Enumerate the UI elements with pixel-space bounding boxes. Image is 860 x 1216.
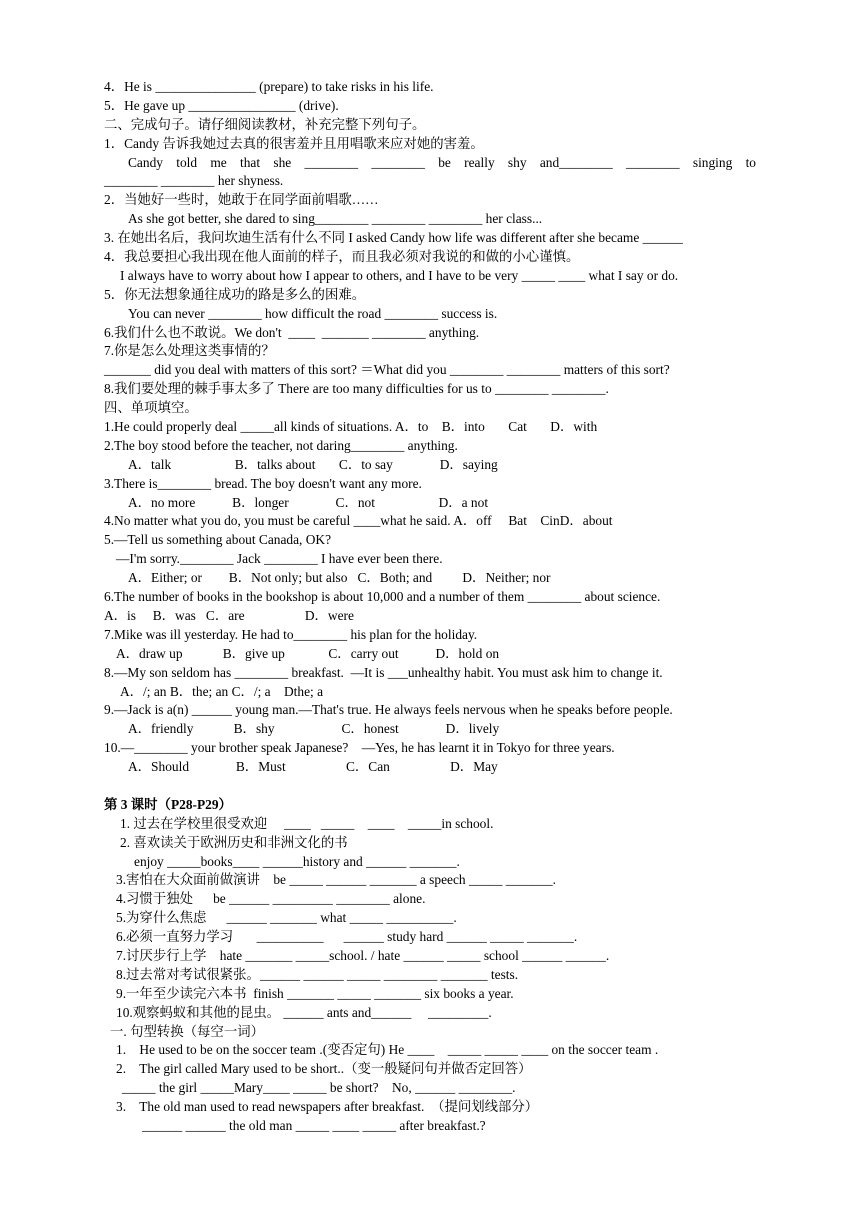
exercise-line: 4．我总要担心我出现在他人面前的样子，而且我必须对我说的和做的小心谨慎。 xyxy=(104,249,580,265)
transform-line: 1. He used to be on the soccer team .(变否定句) He ____ _____ _____ ____ on the soccer team . xyxy=(116,1042,659,1058)
options-line: A．/; an B．the; an C．/; a Dthe; a xyxy=(120,683,324,699)
phrase-line: enjoy _____books____ ______history and ______ _______. xyxy=(134,853,460,869)
exercise-line: 3. 在她出名后，我问坎迪生活有什么不同 I asked Candy how life was different after she became ______ xyxy=(104,230,683,246)
exercise-line: You can never ________ how difficult the road ________ success is. xyxy=(128,305,498,321)
question-line: 1.He could properly deal _____all kinds of situations. A．to B．into Cat D．with xyxy=(104,419,598,435)
question-line: 2.The boy stood before the teacher, not daring________ anything. xyxy=(104,437,458,453)
options-line: A．friendly B．shy C．honest D．lively xyxy=(128,721,500,737)
question-line: 10.—________ your brother speak Japanese? —Yes, he has learnt it in Tokyo for three years. xyxy=(104,740,615,756)
exercise-line: 6.我们什么也不敢说。We don't ____ _______ ________ anything. xyxy=(104,324,480,340)
question-line: —I'm sorry.________ Jack ________ I have ever been there. xyxy=(116,551,443,567)
section-heading: 一. 句型转换（每空一词） xyxy=(110,1023,264,1039)
exercise-line: Candy told me that she ________ ________ be really shy and________ ________ singing to xyxy=(128,154,756,170)
options-line: A．is B．was C．are D．were xyxy=(104,607,354,623)
options-line: A．talk B．talks about C．to say D．saying xyxy=(128,456,498,472)
options-line: A．Either; or B．Not only; but also C．Both; and D．Neither; nor xyxy=(128,570,551,586)
exercise-line: 5．He gave up ________________ (drive). xyxy=(104,97,339,113)
exercise-line: 4．He is _______________ (prepare) to take risks in his life. xyxy=(104,79,434,94)
exercise-line: 2．当她好一些时，她敢于在同学面前唱歌…… xyxy=(104,192,379,208)
exercise-line: As she got better, she dared to sing________ ________ ________ her class... xyxy=(128,211,543,227)
section-heading: 二、完成句子。请仔细阅读教材，补充完整下列句子。 xyxy=(104,116,426,132)
exercise-line: 8.我们要处理的棘手事太多了 There are too many difficulties for us to ________ ________. xyxy=(104,381,609,397)
question-line: 6.The number of books in the bookshop is about 10,000 and a number of them ________ about science. xyxy=(104,589,661,605)
question-line: 9.—Jack is a(n) ______ young man.—That's true. He always feels nervous when he speaks before people. xyxy=(104,702,673,718)
transform-line: ______ ______ the old man _____ ____ _____ after breakfast.? xyxy=(142,1117,486,1133)
phrase-line: 7.讨厌步行上学 hate _______ _____school. / hate ______ _____ school ______ ______. xyxy=(116,947,610,963)
question-line: 4.No matter what you do, you must be careful ____what he said. A．off Bat CinD．about xyxy=(104,513,613,529)
question-line: 7.Mike was ill yesterday. He had to________ his plan for the holiday. xyxy=(104,626,478,642)
phrase-line: 6.必须一直努力学习 __________ ______ study hard ______ _____ _______. xyxy=(116,929,578,945)
phrase-line: 4.习惯于独处 be ______ _________ ________ alone. xyxy=(116,891,426,907)
phrase-line: 5.为穿什么焦虑 ______ _______ what _____ __________. xyxy=(116,910,457,926)
phrase-line: 9.一年至少读完六本书 finish _______ _____ _______ six books a year. xyxy=(116,985,514,1001)
exercise-line: 5．你无法想象通往成功的路是多么的困难。 xyxy=(104,286,366,302)
lesson-heading: 第 3 课时（P28-P29） xyxy=(104,796,232,812)
question-line: 8.—My son seldom has ________ breakfast. —It is ___unhealthy habit. You must ask him to change it. xyxy=(104,664,663,680)
options-line: A．Should B．Must C．Can D．May xyxy=(128,759,498,775)
transform-line: _____ the girl _____Mary____ _____ be short? No, ______ ________. xyxy=(122,1080,516,1096)
transform-line: 2. The girl called Mary used to be short..（变一般疑问句并做否定回答） xyxy=(116,1061,532,1077)
question-line: 5.—Tell us something about Canada, OK? xyxy=(104,532,332,548)
exercise-line: 7.你是怎么处理这类事情的？ xyxy=(104,343,275,359)
exercise-line: I always have to worry about how I appear to others, and I have to be very _____ ____ what I say or do. xyxy=(120,267,679,283)
phrase-line: 10.观察蚂蚁和其他的昆虫。 ______ ants and______ _________. xyxy=(116,1004,492,1020)
options-line: A．draw up B．give up C．carry out D．hold on xyxy=(116,645,500,661)
exercise-line: 1．Candy 告诉我她过去真的很害羞并且用唱歌来应对她的害羞。 xyxy=(104,135,484,151)
section-heading: 四、单项填空。 xyxy=(104,400,198,416)
exercise-line: ________ ________ her shyness. xyxy=(104,173,284,189)
phrase-line: 3.害怕在大众面前做演讲 be _____ ______ _______ a speech _____ _______. xyxy=(116,872,556,888)
transform-line: 3. The old man used to read newspapers after breakfast. （提问划线部分） xyxy=(116,1099,539,1115)
options-line: A．no more B．longer C．not D．a not xyxy=(128,494,489,510)
blank-spacer xyxy=(0,777,860,796)
exercise-line: _______ did you deal with matters of this sort? ＝What did you ________ ________ matters of this sort? xyxy=(104,362,670,378)
phrase-line: 2. 喜欢读关于欧洲历史和非洲文化的书 xyxy=(120,834,348,850)
question-line: 3.There is________ bread. The boy doesn't want any more. xyxy=(104,475,422,491)
worksheet-page xyxy=(0,78,860,1136)
phrase-line: 8.过去常对考试很紧张。______ ______ _____ ________ _______ tests. xyxy=(116,966,519,982)
phrase-line: 1. 过去在学校里很受欢迎 ____ _____ ____ _____in school. xyxy=(120,815,494,831)
